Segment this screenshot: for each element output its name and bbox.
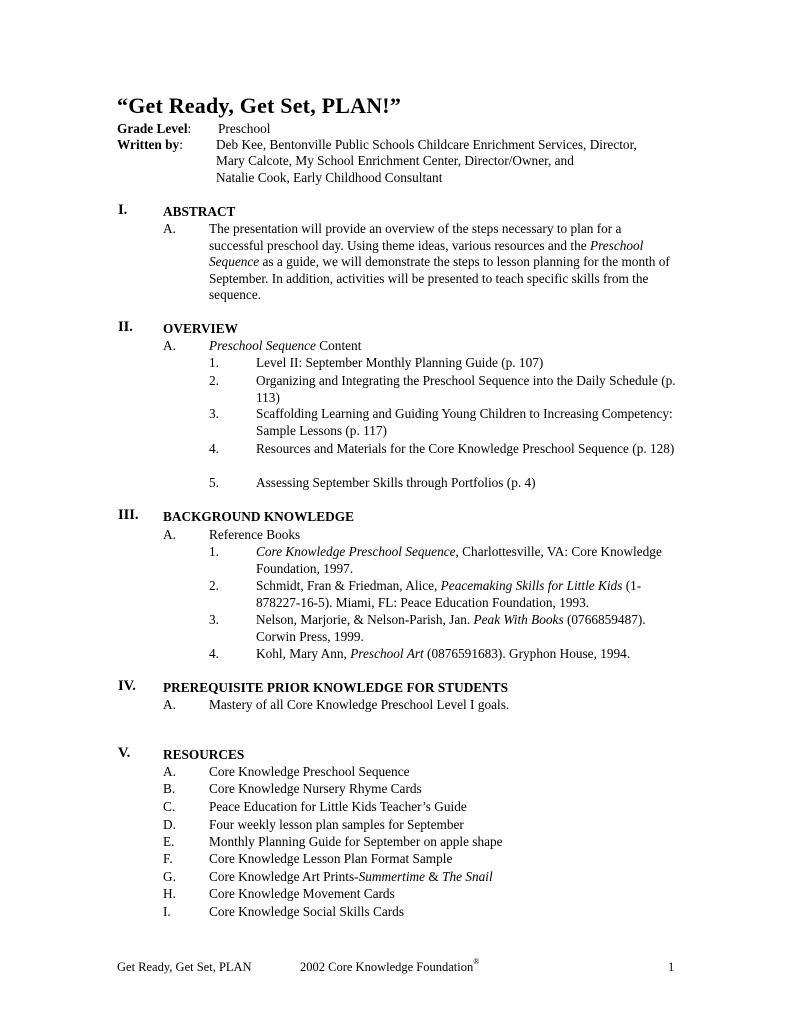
section-2-heading: OVERVIEW: [163, 321, 238, 336]
reference-item: Nelson, Marjorie, & Nelson-Parish, Jan. Peak With Books (0766859487). Corwin Press, 1999.: [256, 612, 646, 644]
list-number: 1.: [209, 355, 219, 370]
list-letter: C.: [163, 799, 176, 814]
grade-level-label: Grade Level: [117, 121, 188, 136]
list-letter: A.: [163, 764, 176, 779]
abstract-paragraph: The presentation will provide an overview of the steps necessary to plan for a successful preschool day. Using theme ideas, various resources and the Preschool Sequence as a guide, we will demonstrate the steps to lesson planning for the month of September. In addition, activities will be presented to teach specific skills from the sequence.: [209, 221, 670, 303]
list-letter: F.: [163, 851, 173, 866]
section-2-number: II.: [118, 319, 133, 335]
list-letter: G.: [163, 869, 176, 884]
section-4-item-letter: A.: [163, 697, 176, 712]
list-letter: H.: [163, 886, 176, 901]
list-letter: B.: [163, 781, 176, 796]
list-number: 2.: [209, 373, 219, 388]
section-5-heading: RESOURCES: [163, 747, 245, 762]
list-item: Organizing and Integrating the Preschool Sequence into the Daily Schedule (p. 113): [256, 373, 676, 405]
list-number: 3.: [209, 612, 219, 627]
resource-item: Core Knowledge Nursery Rhyme Cards: [209, 781, 422, 796]
reference-books-label: Reference Books: [209, 527, 301, 542]
list-item: Resources and Materials for the Core Knowledge Preschool Sequence (p. 128): [256, 441, 675, 456]
list-number: 3.: [209, 406, 219, 421]
section-4-number: IV.: [118, 678, 136, 694]
list-item: Assessing September Skills through Portfolios (p. 4): [256, 475, 536, 490]
reference-item: Core Knowledge Preschool Sequence, Charlottesville, VA: Core Knowledge Foundation, 1997.: [256, 544, 662, 576]
section-1-heading: ABSTRACT: [163, 204, 236, 219]
resource-item: Core Knowledge Lesson Plan Format Sample: [209, 851, 453, 866]
section-3-number: III.: [118, 507, 139, 523]
grade-level-line: Grade Level:: [117, 121, 192, 136]
author-line-1: Deb Kee, Bentonville Public Schools Childcare Enrichment Services, Director,: [216, 137, 637, 152]
document-title: “Get Ready, Get Set, PLAN!”: [117, 93, 402, 118]
list-number: 2.: [209, 578, 219, 593]
resource-item: Four weekly lesson plan samples for September: [209, 817, 464, 832]
page-number: 1: [668, 960, 675, 974]
section-5-number: V.: [118, 745, 131, 761]
reference-item: Schmidt, Fran & Friedman, Alice, Peacemaking Skills for Little Kids (1-878227-16-5). Miami, FL: Peace Education Foundation, 1993.: [256, 578, 642, 610]
written-by-label: Written by: [117, 137, 180, 152]
footer-title: Get Ready, Get Set, PLAN: [117, 960, 252, 974]
overview-subheading: Preschool Sequence Content: [209, 338, 362, 353]
section-4-heading: PREREQUISITE PRIOR KNOWLEDGE FOR STUDENTS: [163, 680, 509, 695]
grade-level-value: Preschool: [218, 121, 271, 136]
list-letter: D.: [163, 817, 176, 832]
resource-item: Core Knowledge Movement Cards: [209, 886, 395, 901]
list-item: Scaffolding Learning and Guiding Young Children to Increasing Competency: Sample Lessons (p. 117): [256, 406, 673, 438]
section-3-heading: BACKGROUND KNOWLEDGE: [163, 509, 354, 524]
section-1-number: I.: [118, 202, 128, 218]
section-1-item-letter: A.: [163, 221, 176, 236]
footer-copyright: 2002 Core Knowledge Foundation®: [300, 957, 480, 974]
written-by-line: Written by:: [117, 137, 183, 152]
list-letter: E.: [163, 834, 175, 849]
list-number: 1.: [209, 544, 219, 559]
section-3-item-letter: A.: [163, 527, 176, 542]
section-2-item-letter: A.: [163, 338, 176, 353]
list-number: 5.: [209, 475, 219, 490]
author-line-3: Natalie Cook, Early Childhood Consultant: [216, 170, 443, 185]
list-item: Level II: September Monthly Planning Guide (p. 107): [256, 355, 544, 370]
resource-item: Peace Education for Little Kids Teacher’s Guide: [209, 799, 467, 814]
list-number: 4.: [209, 441, 219, 456]
list-number: 4.: [209, 646, 219, 661]
registered-mark: ®: [473, 957, 480, 966]
list-letter: I.: [163, 904, 171, 919]
prerequisite-text: Mastery of all Core Knowledge Preschool Level I goals.: [209, 697, 510, 712]
resource-item: Core Knowledge Social Skills Cards: [209, 904, 404, 919]
resource-item: Monthly Planning Guide for September on apple shape: [209, 834, 503, 849]
reference-item: Kohl, Mary Ann, Preschool Art (0876591683). Gryphon House, 1994.: [256, 646, 631, 661]
resource-item: Core Knowledge Preschool Sequence: [209, 764, 410, 779]
resource-item: Core Knowledge Art Prints-Summertime & The Snail: [209, 869, 493, 884]
author-line-2: Mary Calcote, My School Enrichment Center, Director/Owner, and: [216, 153, 574, 168]
